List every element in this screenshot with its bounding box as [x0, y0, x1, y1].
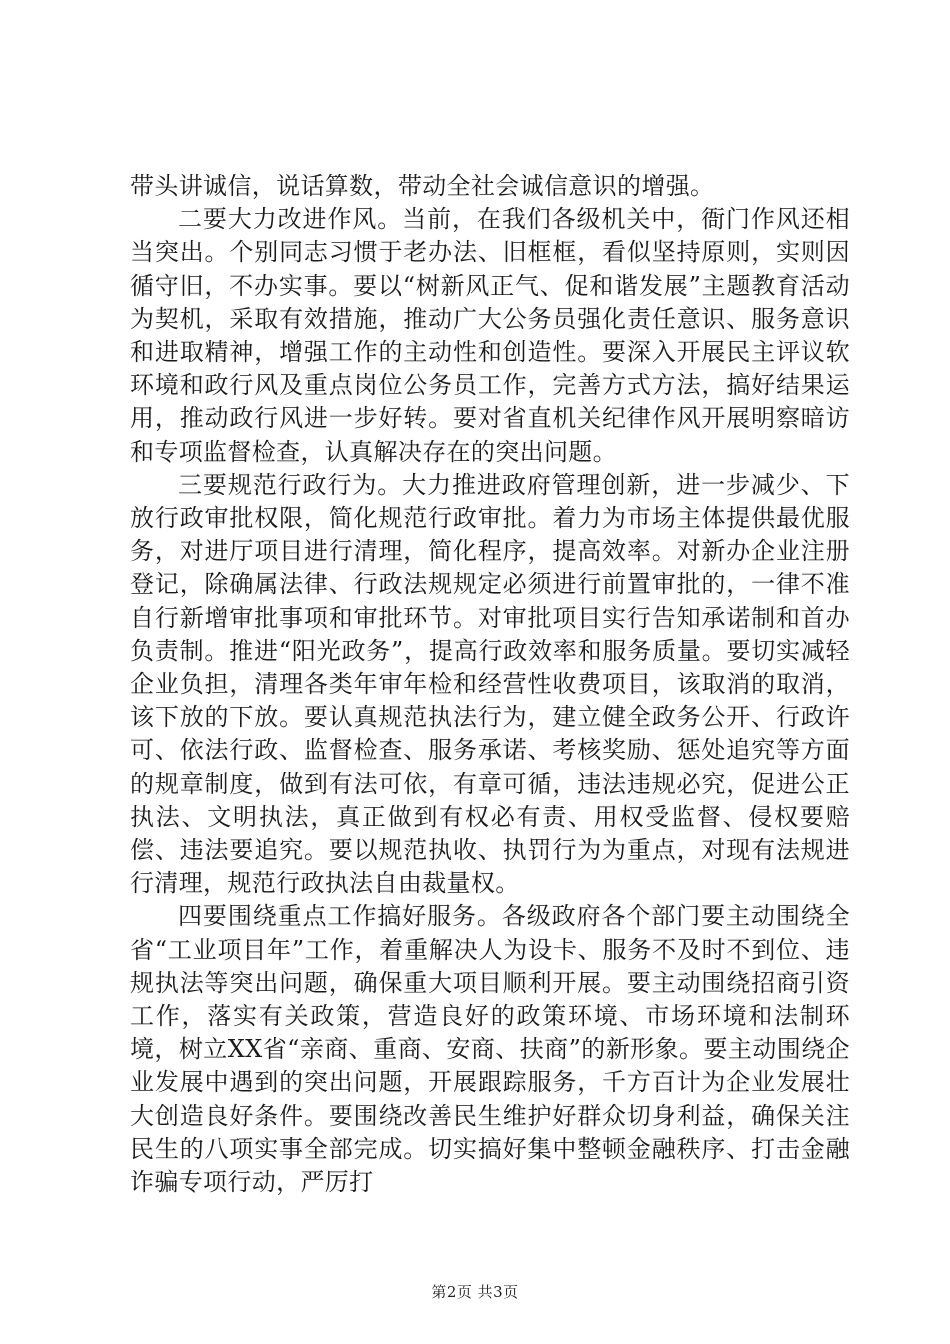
paragraph: 四要围绕重点工作搞好服务。各级政府各个部门要主动围绕全省“工业项目年”工作，着重解决人为设卡、服务不及时不到位、违规执法等突出问题，确保重大项目顺利开展。要主动围绕招商引资工作，落实有关政策，营造良好的政策环境、市场环境和法制环境，树立XX省“亲商、重商、安商、扶商”的新形象。要主动围绕企业发展中遇到的突出问题，开展跟踪服务，千方百计为企业发展壮大创造良好条件。要围绕改善民生维护好群众切身利益，确保关注民生的八项实事全部完成。切实搞好集中整顿金融秩序、打击金融诈骗专项行动，严厉打: [130, 902, 850, 1197]
paragraph: 二要大力改进作风。当前，在我们各级机关中，衙门作风还相当突出。个别同志习惯于老办法、旧框框，看似坚持原则，实则因循守旧，不办实事。要以“树新风正气、促和谐发展”主题教育活动为契机，采取有效措施，推动广大公务员强化责任意识、服务意识和进取精神，增强工作的主动性和创造性。要深入开展民主评议软环境和政行风及重点岗位公务员工作，完善方式方法，搞好结果运用，推动政行风进一步好转。要对省直机关纪律作风开展明察暗访和专项监督检查，认真解决存在的突出问题。: [130, 205, 850, 466]
document-body: [130, 170, 850, 1199]
paragraph: 三要规范行政行为。大力推进政府管理创新，进一步减少、下放行政审批权限，简化规范行政审批。着力为市场主体提供最优服务，对进厅项目进行清理，简化程序，提高效率。对新办企业注册登记，除确属法律、行政法规规定必须进行前置审批的，一律不准自行新增审批事项和审批环节。对审批项目实行告知承诺制和首办负责制。推进“阳光政务”，提高行政效率和服务质量。要切实减轻企业负担，清理各类年审年检和经营性收费项目，该取消的取消，该下放的下放。要认真规范执法行为，建立健全政务公开、行政许可、依法行政、监督检查、服务承诺、考核奖励、惩处追究等方面的规章制度，做到有法可依，有章可循，违法违规必究，促进公正执法、文明执法，真正做到有权必有责、用权受监督、侵权要赔偿、违法要追究。要以规范执收、执罚行为为重点，对现有法规进行清理，规范行政执法自由裁量权。: [130, 470, 850, 898]
page-number-footer: 第2页 共3页: [431, 1283, 519, 1301]
paragraph: 带头讲诚信，说话算数，带动全社会诚信意识的增强。: [130, 172, 715, 200]
